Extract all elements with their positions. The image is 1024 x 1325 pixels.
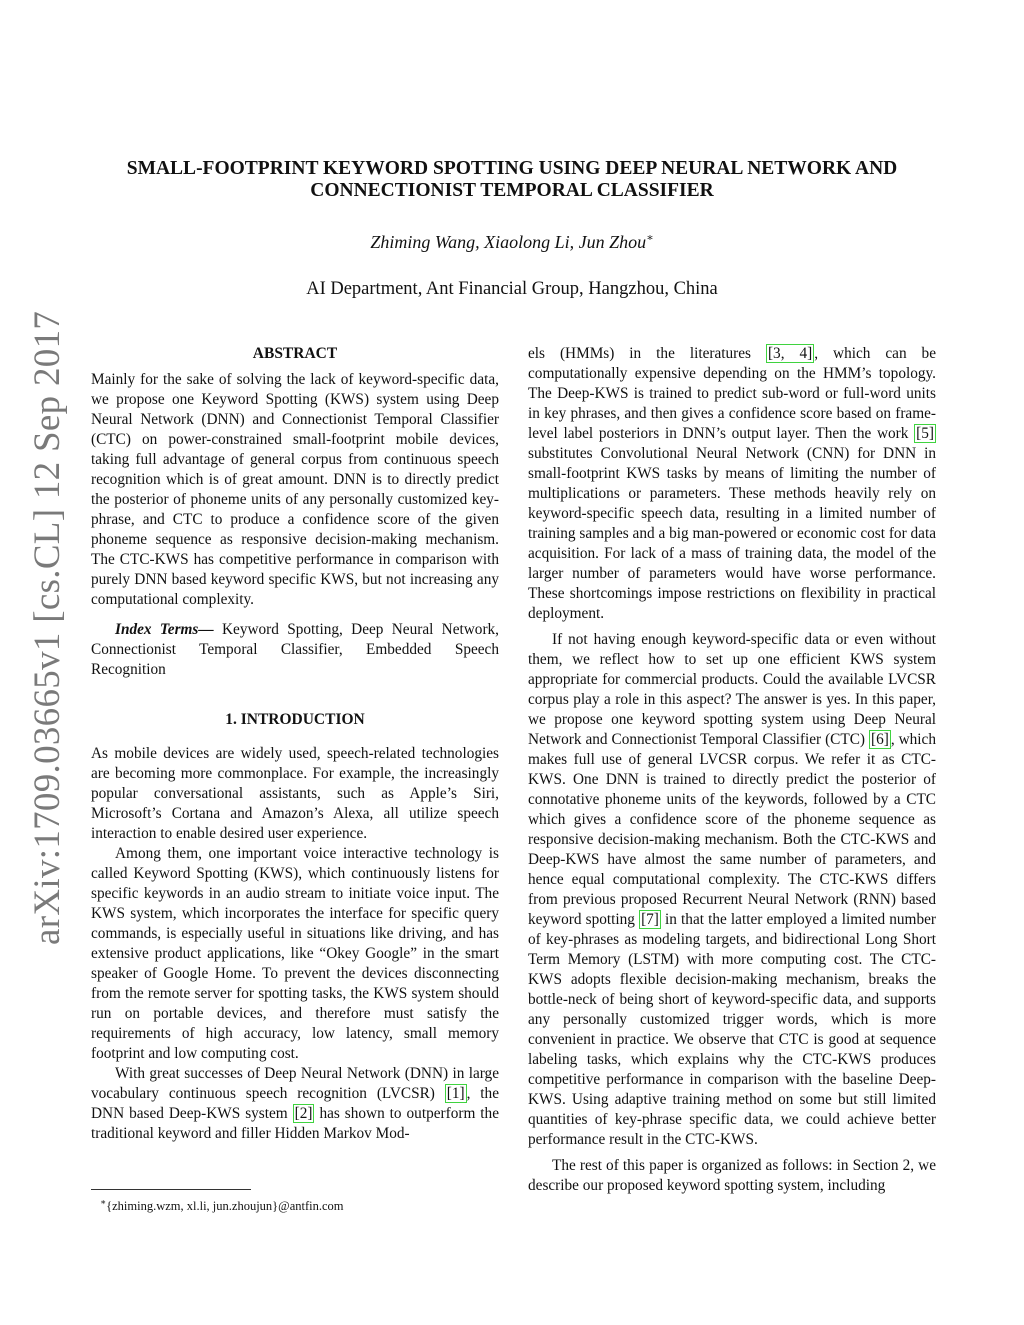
title-line-2: CONNECTIONIST TEMPORAL CLASSIFIER	[310, 180, 714, 201]
author-list	[60, 231, 964, 253]
abstract-heading: ABSTRACT	[252, 345, 338, 362]
citation-6[interactable]: [6]	[870, 731, 889, 748]
citation-2[interactable]: [2]	[294, 1105, 313, 1122]
intro-paragraph-2: Among them, one important voice interactive technology is called Keyword Spotting (KWS), which continuously listens for specific keywords in an audio stream to initiate voice input. The KWS system, which incorporates the interface for specific query commands, is especially useful in situations like driving, and has extensive product applications, like “Okey Google” in the smart speaker of Google Home. To prevent the devices disconnecting from the remote server for spotting tasks, the KWS system should run on portable devices, and therefore must satisfy the requirements of high accuracy, low latency, small memory footprint and low computing cost.	[91, 845, 499, 1062]
title-line-1: SMALL-FOOTPRINT KEYWORD SPOTTING USING DEEP NEURAL NETWORK AND	[126, 158, 898, 179]
footnote-emails: {zhiming.wzm, xl.li, jun.zhoujun}@antfin.com	[106, 1199, 344, 1214]
citation-5[interactable]: [5]	[916, 425, 934, 442]
affiliation: AI Department, Ant Financial Group, Hangzhou, China	[306, 279, 718, 299]
intro-heading: 1. INTRODUCTION	[225, 711, 365, 728]
footnote-mark: ∗	[100, 1197, 107, 1207]
author-names: Zhiming Wang, Xiaolong Li, Jun Zhou	[370, 232, 647, 252]
footnote-divider	[91, 1189, 251, 1190]
footnote	[100, 1194, 500, 1214]
right-paragraph-3: The rest of this paper is organized as follows: in Section 2, we describe our proposed keyword spotting system, including	[528, 1157, 936, 1194]
right-paragraph-2: If not having enough keyword-specific data or even without them, we reflect how to set up one efficient KWS system appropriate for commercial products. Could the available LVCSR corpus play a role in this aspect? The answer is yes. In this paper, we propose one keyword spotting system using Deep Neural Network and Connectionist Temporal Classifier (CTC) [6] , which makes full use of general LVCSR corpus. We refer it as CTC-KWS. One DNN is trained to directly predict the posterior of connotative phoneme units of the keywords, followed by a CTC which gives a confidence score of the phoneme sequence as responsive decision-making mechanism. Both the CTC-KWS and Deep-KWS have almost the same number of parameters, and hence equal computational complexity. The CTC-KWS differs from previous proposed Recurrent Neural Network (RNN) based keyword spotting [7] in that the latter employed a limited number of key-phrases as modeling targets, and bidirectional Long Short Term Memory (LSTM) with more computing cost. The CTC-KWS adopts flexible decision-making mechanism, breaks the bottle-neck of being short of keyword-specific data, and supports any personally customized trigger words, which is more convenient in practice. We observe that CTC is good at sequence labeling tasks, which explains why the CTC-KWS produces competitive performance in comparison with the baseline Deep-KWS. Using adaptive training method on some but still limited quantities of key-phrase specific data, we could achieve better performance result in the CTC-KWS.	[528, 631, 936, 1148]
right-paragraph-1: els (HMMs) in the literatures [3, 4] , which can be computationally expensive depending on the HMM’s topology. The Deep-KWS is trained to predict sub-word or full-word units in key phrases, and then gives a confidence score based on frame-level label posteriors in DNN’s output layer. Then the work [5] substitutes Convolutional Neural Network (CNN) for DNN in small-footprint KWS tasks by means of limiting the number of multiplications or parameters. These methods heavily rely on keyword-specific speech data, resulting in a limited number of training samples and a big man-powered or economic cost for data acquisition. For lack of a mass of training data, the model of the larger number of parameters would have worse performance. These shortcomings impose restrictions on flexibility in practical deployment.	[528, 345, 936, 622]
index-terms	[91, 620, 499, 680]
paper-title	[60, 158, 964, 202]
citation-1[interactable]: [1]	[446, 1085, 465, 1102]
author-footnote-mark: ∗	[646, 232, 654, 244]
citation-3-4[interactable]: [3, 4]	[767, 345, 813, 362]
intro-paragraph-3: With great successes of Deep Neural Network (DNN) in large vocabulary continuous speech recognition (LVCSR) [1] , the DNN based Deep-KWS system [2] has shown to outperform the traditional keyword and filler Hidden Markov Mod-	[91, 1065, 499, 1142]
arxiv-identifier: arXiv:1709.03665v1 [cs.CL] 12 Sep 2017	[27, 310, 68, 945]
abstract-text: Mainly for the sake of solving the lack of keyword-specific data, we propose one Keyword Spotting (KWS) system using Deep Neural Network (DNN) and Connectionist Temporal Classifier (CTC) on power-constrained small-footprint mobile devices, taking full advantage of general corpus from continuous speech recognition which is of great amount. DNN is to directly predict the posterior of phoneme units of any personally customized key-phrase, and CTC to produce a confidence score of the given phoneme sequence as responsive decision-making mechanism. The CTC-KWS has competitive performance in comparison with purely DNN based keyword specific KWS, but not increasing any computational complexity.	[91, 371, 499, 608]
index-terms-text: Keyword Spotting, Deep Neural Network, Connectionist Temporal Classifier, Embedded Speech Recognition	[91, 621, 500, 678]
index-terms-label: Index Terms—	[115, 621, 214, 638]
left-column	[91, 344, 499, 1144]
citation-7[interactable]: [7]	[641, 911, 659, 928]
right-column	[528, 344, 936, 1196]
intro-paragraph-1: As mobile devices are widely used, speech-related technologies are becoming more commonplace. For example, the increasingly popular conversational assistants, such as Apple’s Siri, Microsoft’s Cortana and Amazon’s Alexa, all utilize speech interaction to enable desired user experience.	[91, 745, 499, 842]
